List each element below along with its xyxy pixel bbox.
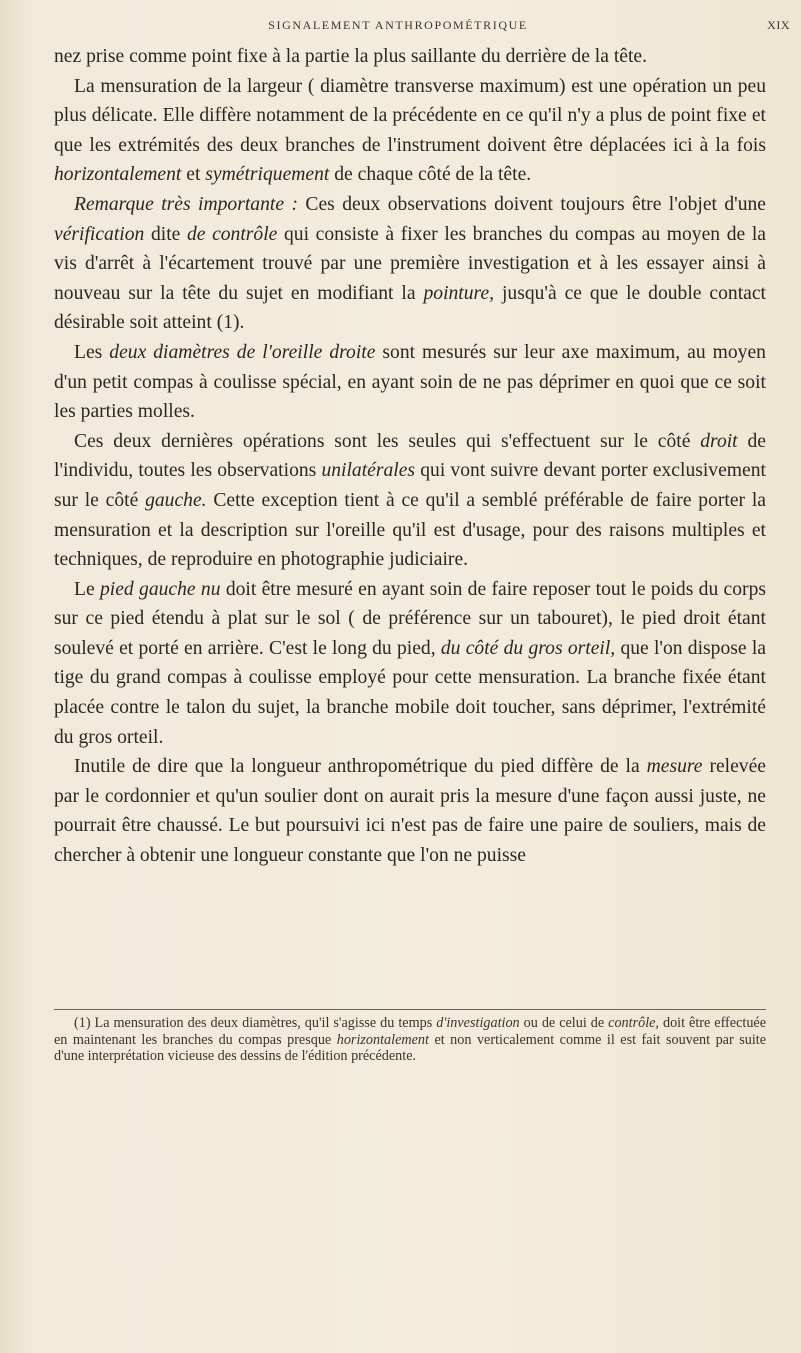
text-run: de chaque côté de la tête. (329, 164, 532, 186)
running-header (118, 18, 790, 33)
italic-text: deux diamètres de l'oreille droite (109, 341, 376, 363)
footnotes (54, 1015, 766, 1065)
page-number: XIX (767, 18, 790, 32)
italic-text: mesure (646, 756, 703, 778)
running-title: SIGNALEMENT ANTHROPOMÉTRIQUE (268, 18, 528, 32)
text-run: doit être effectuée en maintenant les branches du compas presque (54, 1015, 767, 1048)
text-run: Cette exception tient à ce qu'il a semblé préférable de faire porter la mensuration et la description sur l'oreille qu'il est d'usage, pour des raisons multiples et techniques, de reproduire en photographie judiciaire. (54, 489, 766, 571)
text-run: nez prise comme point fixe à la partie la plus saillante du derrière de la tête. (54, 46, 648, 67)
text-run: et non verticalement comme il est fait souvent par suite d'une interprétation vicieuse des dessins de l'édition précédente. (54, 1031, 766, 1065)
text-run: Ces deux observations doivent toujours être l'objet d'une (297, 193, 767, 215)
text-run: (1) La mensuration des deux diamètres, qu'il s'agisse du temps (74, 1015, 437, 1031)
italic-text: horizontalement (54, 164, 182, 186)
footnote-paragraph (54, 1015, 766, 1065)
italic-text: droit (700, 430, 738, 452)
italic-text: d'investigation (436, 1015, 520, 1031)
text-run: que l'on dispose la tige du grand compas à coulisse employé pour cette mensuration. La branche fixée étant placée contre le talon du sujet, la branche mobile doit toucher, sans déprimer, l'extrémité du gros orteil. (54, 637, 766, 748)
italic-text: contrôle, (608, 1015, 659, 1031)
text-run: de l'individu, toutes les observations (54, 430, 766, 482)
body-paragraph (54, 72, 766, 190)
text-run: Inutile de dire que la longueur anthropométrique du pied diffère de la (74, 756, 647, 778)
body-paragraph (54, 190, 766, 338)
main-text (54, 42, 766, 871)
text-run: ou de celui de (519, 1015, 609, 1031)
text-run: qui consiste à fixer les branches du compas au moyen de la vis d'arrêt à l'écartement trouvé par une première investigation et à les essayer ainsi à nouveau sur la tête du sujet en modifiant la (54, 223, 766, 304)
body-paragraph (54, 42, 766, 72)
text-run: sont mesurés sur leur axe maximum, au moyen d'un petit compas à coulisse spécial, en ayant soin de ne pas déprimer en quoi que ce soit les parties molles. (54, 341, 766, 423)
italic-text: du côté du gros orteil, (440, 637, 616, 659)
text-run: La mensuration de la largeur ( diamètre transverse maximum) est une opération un peu plus délicate. Elle diffère notamment de la précédente en ce qu'il n'y a plus de point fixe et que les extrémités des deux branches de l'instrument doivent être déplacées ici à la fois (54, 75, 766, 156)
footnote-separator (54, 1009, 766, 1010)
italic-text: de contrôle (186, 223, 278, 245)
italic-text: unilatérales (321, 460, 416, 482)
text-run: relevée par le cordonnier et qu'un soulier dont on aurait pris la mesure d'une façon aussi juste, ne pourrait être chaussé. Le but poursuivi ici n'est pas de faire une paire de souliers, mais de chercher à obtenir une longueur constante que l'on ne puisse (54, 756, 766, 867)
body-paragraph (54, 575, 766, 753)
text-run: Les (74, 341, 110, 363)
text-run: Ces deux dernières opérations sont les seules qui s'effectuent sur le côté (74, 430, 701, 452)
italic-text: pointure, (423, 282, 495, 304)
italic-text: pied gauche nu (99, 578, 221, 600)
text-run: doit être mesuré en ayant soin de faire reposer tout le poids du corps sur ce pied étendu à plat sur le sol ( de préférence sur un tabouret), le pied droit étant soulevé et porté en arrière. C'est le long du pied, (54, 578, 766, 659)
italic-text: gauche. (145, 489, 207, 511)
text-run: dite (144, 223, 187, 245)
body-paragraph (54, 338, 766, 427)
text-run: Le (74, 578, 100, 600)
text-run: et (181, 164, 206, 186)
body-paragraph (54, 752, 766, 870)
italic-text: horizontalement (336, 1031, 429, 1048)
text-run: jusqu'à ce que le double contact désirable soit atteint (1). (54, 282, 766, 334)
text-run: qui vont suivre devant porter exclusivement sur le côté (54, 460, 766, 511)
italic-text: symétriquement (205, 164, 330, 186)
italic-text: vérification (54, 223, 145, 245)
italic-text: Remarque très importante : (74, 193, 298, 215)
body-paragraph (54, 427, 766, 575)
